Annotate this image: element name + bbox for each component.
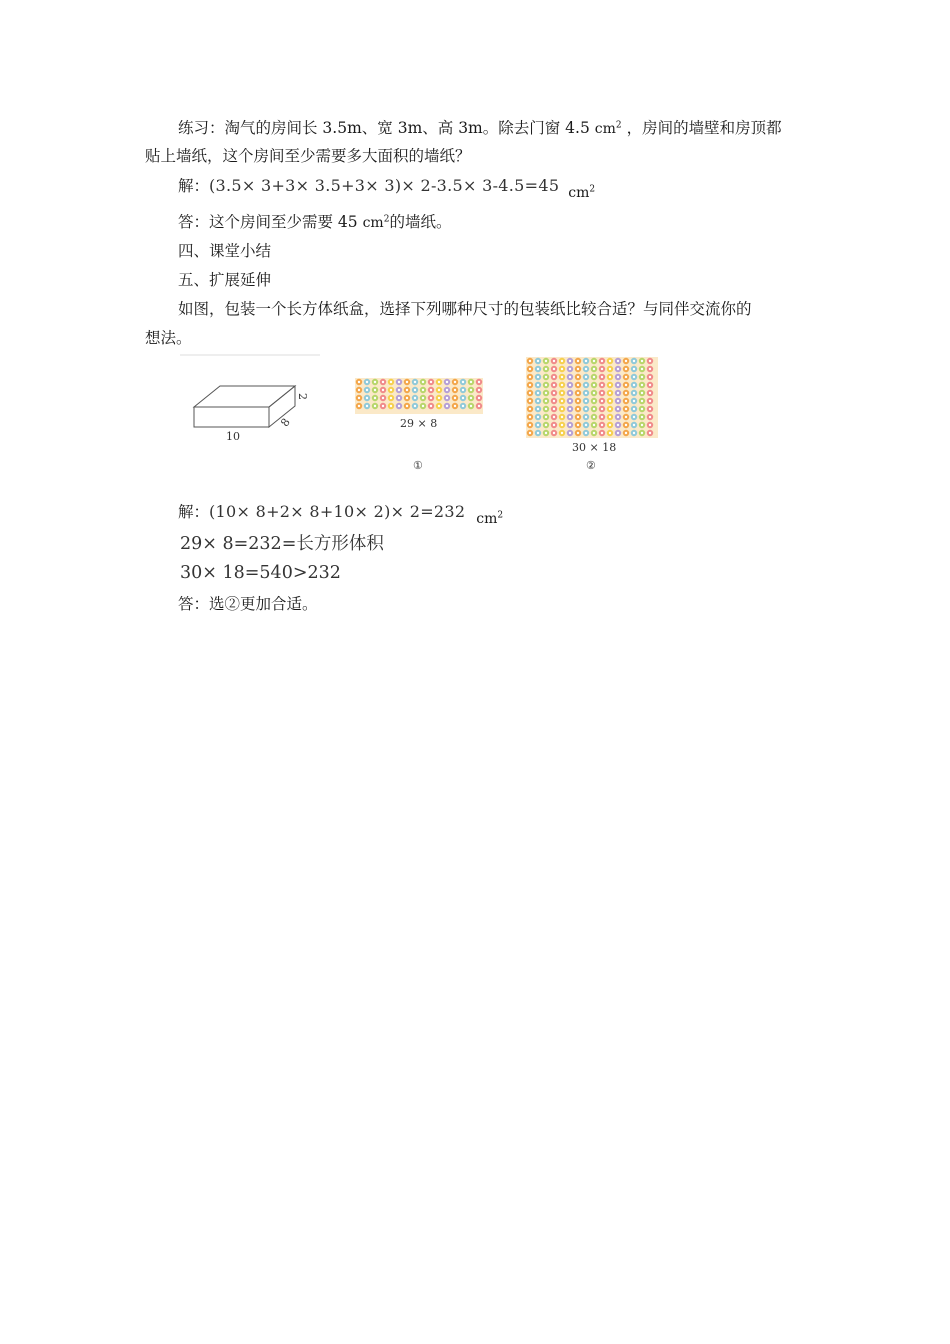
paper-2-figure — [526, 357, 658, 472]
section-summary-heading: 四、课堂小结 — [178, 242, 272, 260]
solution-2-unit: $cm^2$ — [476, 510, 504, 527]
paper-1-pattern — [355, 378, 483, 414]
box-width-label: 8 — [278, 415, 293, 430]
paper-2-pattern — [526, 357, 658, 438]
extension-line-1: 如图，包装一个长方体纸盒，选择下列哪种尺寸的包装纸比较合适？与同伴交流你的 — [178, 300, 752, 318]
answer-unit: $cm^2$ — [362, 214, 390, 231]
box-height-label: 2 — [296, 393, 309, 400]
solution-2-line — [178, 502, 504, 527]
practice-text-b: ，房间的墙壁和房顶都 — [626, 119, 782, 137]
solution-unit: $cm^2$ — [568, 184, 596, 201]
answer-text-a: 答：这个房间至少需要 45 — [178, 213, 358, 231]
solution-2-expression: (10× 8+2× 8+10× 2)× 2=232 — [209, 502, 466, 521]
practice-unit: $cm^2$ — [594, 120, 622, 137]
paper-1-label: ① — [413, 459, 423, 472]
paper-2-caption: 30 × 18 — [572, 441, 617, 454]
practice-line-1 — [178, 118, 782, 139]
solution-2-answer: 答：选②更加合适。 — [178, 595, 318, 613]
paper-2-label: ② — [586, 459, 596, 472]
solution-2-step-1: 29× 8=232=长方形体积 — [180, 534, 384, 554]
solution-2-step-2: 30× 18=540>232 — [180, 563, 341, 583]
practice-text-a: 练习：淘气的房间长 3.5m、宽 3m、高 3m。除去门窗 4.5 — [178, 119, 590, 137]
paper-1-caption: 29 × 8 — [400, 417, 438, 430]
extension-line-2: 想法。 — [145, 329, 192, 347]
answer-text-b: 的墙纸。 — [389, 213, 452, 231]
practice-solution — [178, 176, 596, 201]
practice-answer — [178, 212, 451, 233]
box-length-label: 10 — [226, 430, 240, 443]
solution-label: 解： — [178, 177, 210, 195]
box-figure — [180, 352, 320, 456]
box-drawing — [180, 352, 320, 452]
solution-expression: (3.5× 3+3× 3.5+3× 3)× 2-3.5× 3-4.5=45 — [209, 176, 560, 195]
section-extension-heading: 五、扩展延伸 — [178, 271, 272, 289]
solution-2-label: 解： — [178, 503, 210, 521]
paper-1-figure — [355, 378, 483, 472]
practice-line-2: 贴上墙纸，这个房间至少需要多大面积的墙纸？ — [145, 147, 471, 165]
